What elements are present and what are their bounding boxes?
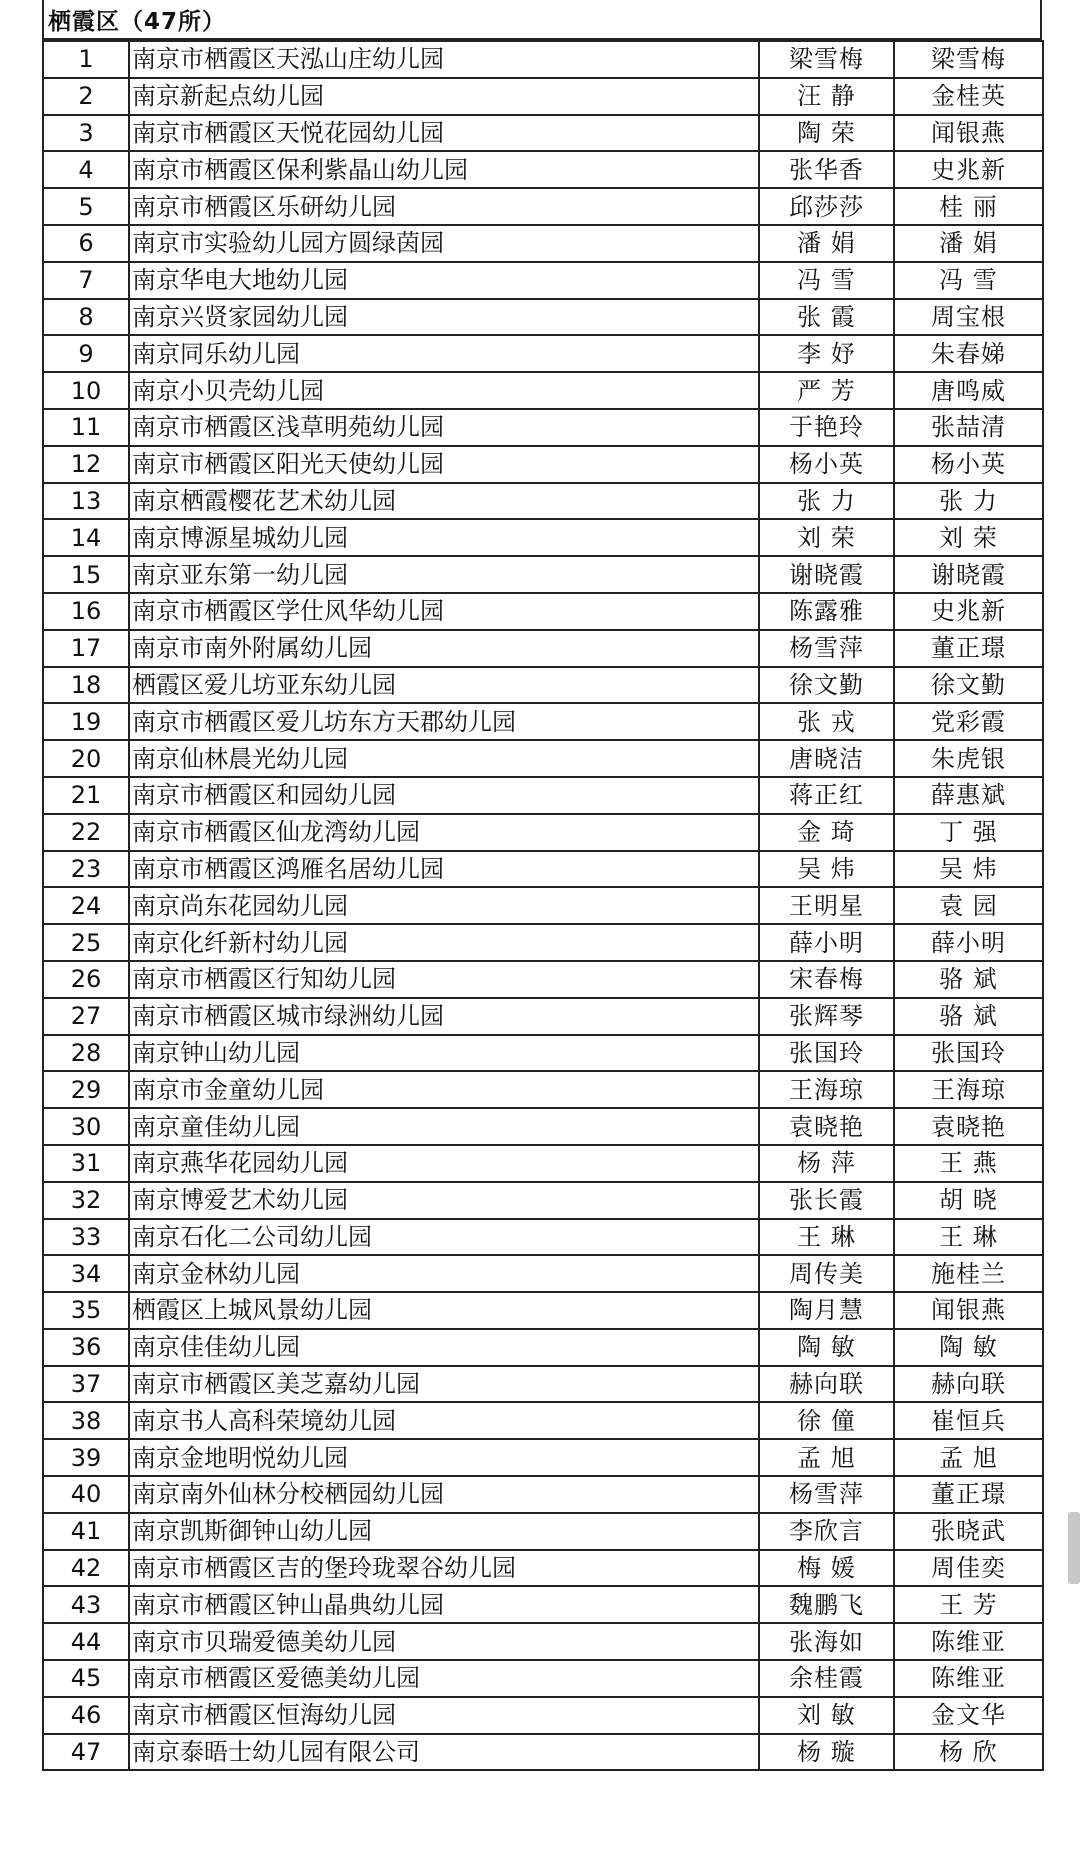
person-2: 金桂英 xyxy=(894,78,1043,115)
person-1: 严 芳 xyxy=(759,372,894,409)
person-1: 张 力 xyxy=(759,483,894,520)
row-number: 20 xyxy=(43,740,129,777)
table-row xyxy=(43,78,1043,115)
table-row xyxy=(43,630,1043,667)
row-number: 7 xyxy=(43,262,129,299)
table-row xyxy=(43,1145,1043,1182)
table-row xyxy=(43,1476,1043,1513)
person-1: 王 琳 xyxy=(759,1219,894,1256)
person-1: 李欣言 xyxy=(759,1513,894,1550)
row-number: 25 xyxy=(43,924,129,961)
person-2: 史兆新 xyxy=(894,593,1043,630)
kindergarten-name: 南京市栖霞区仙龙湾幼儿园 xyxy=(129,814,759,851)
table-row xyxy=(43,961,1043,998)
kindergarten-name: 南京兴贤家园幼儿园 xyxy=(129,299,759,336)
table-row xyxy=(43,262,1043,299)
person-2: 张 力 xyxy=(894,483,1043,520)
person-1: 唐晓洁 xyxy=(759,740,894,777)
kindergarten-name: 南京市栖霞区乐研幼儿园 xyxy=(129,188,759,225)
row-number: 17 xyxy=(43,630,129,667)
row-number: 37 xyxy=(43,1366,129,1403)
kindergarten-name: 南京市栖霞区保利紫晶山幼儿园 xyxy=(129,151,759,188)
row-number: 4 xyxy=(43,151,129,188)
kindergarten-name: 南京市栖霞区爱德美幼儿园 xyxy=(129,1660,759,1697)
person-1: 蒋正红 xyxy=(759,777,894,814)
row-number: 41 xyxy=(43,1513,129,1550)
person-2: 周佳奕 xyxy=(894,1550,1043,1587)
person-2: 唐鸣威 xyxy=(894,372,1043,409)
person-1: 刘 敏 xyxy=(759,1697,894,1734)
person-1: 谢晓霞 xyxy=(759,556,894,593)
person-2: 王海琼 xyxy=(894,1071,1043,1108)
table-row xyxy=(43,777,1043,814)
person-1: 余桂霞 xyxy=(759,1660,894,1697)
person-2: 杨小英 xyxy=(894,446,1043,483)
row-number: 47 xyxy=(43,1734,129,1771)
row-number: 26 xyxy=(43,961,129,998)
kindergarten-name: 南京钟山幼儿园 xyxy=(129,1035,759,1072)
table-row xyxy=(43,1292,1043,1329)
person-1: 梅 媛 xyxy=(759,1550,894,1587)
person-2: 骆 斌 xyxy=(894,998,1043,1035)
row-number: 35 xyxy=(43,1292,129,1329)
table-row xyxy=(43,299,1043,336)
person-1: 薛小明 xyxy=(759,924,894,961)
kindergarten-name: 南京同乐幼儿园 xyxy=(129,335,759,372)
person-2: 朱春娣 xyxy=(894,335,1043,372)
person-1: 杨小英 xyxy=(759,446,894,483)
person-2: 赫向联 xyxy=(894,1366,1043,1403)
person-2: 袁 园 xyxy=(894,887,1043,924)
kindergarten-name: 南京市栖霞区和园幼儿园 xyxy=(129,777,759,814)
row-number: 2 xyxy=(43,78,129,115)
kindergarten-name: 南京市栖霞区浅草明苑幼儿园 xyxy=(129,409,759,446)
table-row xyxy=(43,151,1043,188)
person-2: 张国玲 xyxy=(894,1035,1043,1072)
kindergarten-name: 南京市栖霞区吉的堡玲珑翠谷幼儿园 xyxy=(129,1550,759,1587)
table-row xyxy=(43,740,1043,777)
table-row xyxy=(43,1366,1043,1403)
kindergarten-name: 南京市栖霞区爱儿坊东方天郡幼儿园 xyxy=(129,703,759,740)
kindergarten-name: 南京石化二公司幼儿园 xyxy=(129,1219,759,1256)
kindergarten-name: 南京市南外附属幼儿园 xyxy=(129,630,759,667)
person-1: 张国玲 xyxy=(759,1035,894,1072)
table-row xyxy=(43,483,1043,520)
row-number: 30 xyxy=(43,1108,129,1145)
kindergarten-name: 南京亚东第一幼儿园 xyxy=(129,556,759,593)
person-2: 杨 欣 xyxy=(894,1734,1043,1771)
person-1: 陶 敏 xyxy=(759,1329,894,1366)
person-2: 桂 丽 xyxy=(894,188,1043,225)
person-1: 梁雪梅 xyxy=(759,41,894,78)
person-2: 孟 旭 xyxy=(894,1439,1043,1476)
row-number: 23 xyxy=(43,851,129,888)
kindergarten-name: 南京市贝瑞爱德美幼儿园 xyxy=(129,1623,759,1660)
kindergarten-name: 栖霞区爱儿坊亚东幼儿园 xyxy=(129,667,759,704)
table-row xyxy=(43,1734,1043,1771)
row-number: 45 xyxy=(43,1660,129,1697)
table-row xyxy=(43,998,1043,1035)
kindergarten-name: 南京市栖霞区学仕风华幼儿园 xyxy=(129,593,759,630)
row-number: 21 xyxy=(43,777,129,814)
table-row xyxy=(43,1697,1043,1734)
person-2: 周宝根 xyxy=(894,299,1043,336)
table-row xyxy=(43,335,1043,372)
kindergarten-name: 南京书人高科荣境幼儿园 xyxy=(129,1402,759,1439)
row-number: 5 xyxy=(43,188,129,225)
person-2: 董正璟 xyxy=(894,630,1043,667)
person-2: 崔恒兵 xyxy=(894,1402,1043,1439)
row-number: 24 xyxy=(43,887,129,924)
kindergarten-name: 南京博源星城幼儿园 xyxy=(129,519,759,556)
row-number: 29 xyxy=(43,1071,129,1108)
table-row xyxy=(43,188,1043,225)
table-row xyxy=(43,225,1043,262)
person-2: 金文华 xyxy=(894,1697,1043,1734)
person-1: 冯 雪 xyxy=(759,262,894,299)
row-number: 12 xyxy=(43,446,129,483)
table-row xyxy=(43,556,1043,593)
person-1: 杨 璇 xyxy=(759,1734,894,1771)
person-1: 刘 荣 xyxy=(759,519,894,556)
person-1: 徐 僮 xyxy=(759,1402,894,1439)
row-number: 10 xyxy=(43,372,129,409)
kindergarten-name: 南京市栖霞区钟山晶典幼儿园 xyxy=(129,1586,759,1623)
person-2: 刘 荣 xyxy=(894,519,1043,556)
table-row xyxy=(43,1071,1043,1108)
table-row xyxy=(43,1586,1043,1623)
table-row xyxy=(43,667,1043,704)
row-number: 43 xyxy=(43,1586,129,1623)
row-number: 6 xyxy=(43,225,129,262)
person-1: 汪 静 xyxy=(759,78,894,115)
person-2: 陶 敏 xyxy=(894,1329,1043,1366)
kindergarten-name: 南京市栖霞区阳光天使幼儿园 xyxy=(129,446,759,483)
kindergarten-name: 栖霞区上城风景幼儿园 xyxy=(129,1292,759,1329)
kindergarten-name: 南京博爱艺术幼儿园 xyxy=(129,1182,759,1219)
row-number: 16 xyxy=(43,593,129,630)
kindergarten-name: 南京市栖霞区恒海幼儿园 xyxy=(129,1697,759,1734)
table-row xyxy=(43,41,1043,78)
person-1: 宋春梅 xyxy=(759,961,894,998)
table-row xyxy=(43,1219,1043,1256)
person-1: 王明星 xyxy=(759,887,894,924)
kindergarten-name: 南京南外仙林分校栖园幼儿园 xyxy=(129,1476,759,1513)
table-row xyxy=(43,1329,1043,1366)
kindergarten-name: 南京凯斯御钟山幼儿园 xyxy=(129,1513,759,1550)
person-1: 陈露雅 xyxy=(759,593,894,630)
row-number: 46 xyxy=(43,1697,129,1734)
person-2: 陈维亚 xyxy=(894,1660,1043,1697)
person-1: 徐文勤 xyxy=(759,667,894,704)
person-1: 王海琼 xyxy=(759,1071,894,1108)
row-number: 44 xyxy=(43,1623,129,1660)
person-2: 董正璟 xyxy=(894,1476,1043,1513)
table-row xyxy=(43,1182,1043,1219)
row-number: 28 xyxy=(43,1035,129,1072)
person-2: 胡 晓 xyxy=(894,1182,1043,1219)
kindergarten-name: 南京市栖霞区天泓山庄幼儿园 xyxy=(129,41,759,78)
person-2: 袁晓艳 xyxy=(894,1108,1043,1145)
row-number: 32 xyxy=(43,1182,129,1219)
person-2: 谢晓霞 xyxy=(894,556,1043,593)
section-title: 栖霞区（47所） xyxy=(42,0,1042,40)
row-number: 1 xyxy=(43,41,129,78)
person-2: 闻银燕 xyxy=(894,1292,1043,1329)
person-1: 张辉琴 xyxy=(759,998,894,1035)
person-1: 陶 荣 xyxy=(759,115,894,152)
person-2: 丁 强 xyxy=(894,814,1043,851)
row-number: 11 xyxy=(43,409,129,446)
row-number: 13 xyxy=(43,483,129,520)
person-2: 党彩霞 xyxy=(894,703,1043,740)
kindergarten-name: 南京泰晤士幼儿园有限公司 xyxy=(129,1734,759,1771)
person-2: 施桂兰 xyxy=(894,1255,1043,1292)
kindergarten-name: 南京市金童幼儿园 xyxy=(129,1071,759,1108)
person-1: 周传美 xyxy=(759,1255,894,1292)
table-row xyxy=(43,887,1043,924)
person-2: 王 燕 xyxy=(894,1145,1043,1182)
kindergarten-name: 南京童佳幼儿园 xyxy=(129,1108,759,1145)
table-row xyxy=(43,1402,1043,1439)
kindergarten-name: 南京市栖霞区行知幼儿园 xyxy=(129,961,759,998)
table-row xyxy=(43,1108,1043,1145)
person-1: 张长霞 xyxy=(759,1182,894,1219)
person-1: 袁晓艳 xyxy=(759,1108,894,1145)
kindergarten-name: 南京栖霞樱花艺术幼儿园 xyxy=(129,483,759,520)
kindergarten-name: 南京小贝壳幼儿园 xyxy=(129,372,759,409)
person-2: 梁雪梅 xyxy=(894,41,1043,78)
row-number: 34 xyxy=(43,1255,129,1292)
person-2: 王 琳 xyxy=(894,1219,1043,1256)
person-2: 张喆清 xyxy=(894,409,1043,446)
kindergarten-name: 南京仙林晨光幼儿园 xyxy=(129,740,759,777)
person-1: 张 戎 xyxy=(759,703,894,740)
person-2: 薛惠斌 xyxy=(894,777,1043,814)
kindergarten-name: 南京尚东花园幼儿园 xyxy=(129,887,759,924)
table-row xyxy=(43,814,1043,851)
kindergarten-name: 南京新起点幼儿园 xyxy=(129,78,759,115)
row-number: 31 xyxy=(43,1145,129,1182)
person-1: 孟 旭 xyxy=(759,1439,894,1476)
table-row xyxy=(43,1550,1043,1587)
table-body xyxy=(43,41,1043,1770)
table-row xyxy=(43,1513,1043,1550)
row-number: 42 xyxy=(43,1550,129,1587)
person-2: 冯 雪 xyxy=(894,262,1043,299)
kindergarten-name: 南京燕华花园幼儿园 xyxy=(129,1145,759,1182)
row-number: 14 xyxy=(43,519,129,556)
table-row xyxy=(43,1255,1043,1292)
person-2: 骆 斌 xyxy=(894,961,1043,998)
person-2: 吴 炜 xyxy=(894,851,1043,888)
person-2: 陈维亚 xyxy=(894,1623,1043,1660)
table-row xyxy=(43,703,1043,740)
person-1: 陶月慧 xyxy=(759,1292,894,1329)
row-number: 27 xyxy=(43,998,129,1035)
person-2: 潘 娟 xyxy=(894,225,1043,262)
kindergarten-name: 南京市栖霞区美芝嘉幼儿园 xyxy=(129,1366,759,1403)
kindergarten-name: 南京金林幼儿园 xyxy=(129,1255,759,1292)
kindergarten-name: 南京金地明悦幼儿园 xyxy=(129,1439,759,1476)
kindergarten-name: 南京华电大地幼儿园 xyxy=(129,262,759,299)
row-number: 18 xyxy=(43,667,129,704)
person-1: 魏鹏飞 xyxy=(759,1586,894,1623)
table-row xyxy=(43,519,1043,556)
row-number: 33 xyxy=(43,1219,129,1256)
person-1: 张 霞 xyxy=(759,299,894,336)
kindergarten-name: 南京化纤新村幼儿园 xyxy=(129,924,759,961)
person-1: 杨 萍 xyxy=(759,1145,894,1182)
table-row xyxy=(43,924,1043,961)
table-row xyxy=(43,1623,1043,1660)
row-number: 22 xyxy=(43,814,129,851)
person-1: 赫向联 xyxy=(759,1366,894,1403)
person-2: 张晓武 xyxy=(894,1513,1043,1550)
table-row xyxy=(43,372,1043,409)
row-number: 40 xyxy=(43,1476,129,1513)
table-row xyxy=(43,851,1043,888)
table-row xyxy=(43,409,1043,446)
table-row xyxy=(43,446,1043,483)
row-number: 15 xyxy=(43,556,129,593)
scrollbar-thumb[interactable] xyxy=(1068,1512,1080,1584)
person-2: 朱虎银 xyxy=(894,740,1043,777)
row-number: 38 xyxy=(43,1402,129,1439)
person-1: 金 琦 xyxy=(759,814,894,851)
row-number: 39 xyxy=(43,1439,129,1476)
row-number: 3 xyxy=(43,115,129,152)
person-2: 徐文勤 xyxy=(894,667,1043,704)
kindergarten-table xyxy=(42,40,1044,1771)
table-row xyxy=(43,115,1043,152)
kindergarten-name: 南京市栖霞区城市绿洲幼儿园 xyxy=(129,998,759,1035)
person-1: 杨雪萍 xyxy=(759,1476,894,1513)
row-number: 19 xyxy=(43,703,129,740)
row-number: 36 xyxy=(43,1329,129,1366)
person-2: 史兆新 xyxy=(894,151,1043,188)
person-1: 张华香 xyxy=(759,151,894,188)
person-1: 杨雪萍 xyxy=(759,630,894,667)
kindergarten-name: 南京市实验幼儿园方圆绿茵园 xyxy=(129,225,759,262)
kindergarten-name: 南京市栖霞区鸿雁名居幼儿园 xyxy=(129,851,759,888)
person-1: 吴 炜 xyxy=(759,851,894,888)
kindergarten-name: 南京佳佳幼儿园 xyxy=(129,1329,759,1366)
person-2: 王 芳 xyxy=(894,1586,1043,1623)
person-2: 闻银燕 xyxy=(894,115,1043,152)
person-1: 邱莎莎 xyxy=(759,188,894,225)
kindergarten-name: 南京市栖霞区天悦花园幼儿园 xyxy=(129,115,759,152)
table-row xyxy=(43,1035,1043,1072)
row-number: 9 xyxy=(43,335,129,372)
table-row xyxy=(43,1439,1043,1476)
document-sheet xyxy=(42,0,1042,1771)
table-row xyxy=(43,1660,1043,1697)
table-row xyxy=(43,593,1043,630)
person-1: 潘 娟 xyxy=(759,225,894,262)
person-1: 于艳玲 xyxy=(759,409,894,446)
row-number: 8 xyxy=(43,299,129,336)
person-1: 李 妤 xyxy=(759,335,894,372)
person-1: 张海如 xyxy=(759,1623,894,1660)
person-2: 薛小明 xyxy=(894,924,1043,961)
